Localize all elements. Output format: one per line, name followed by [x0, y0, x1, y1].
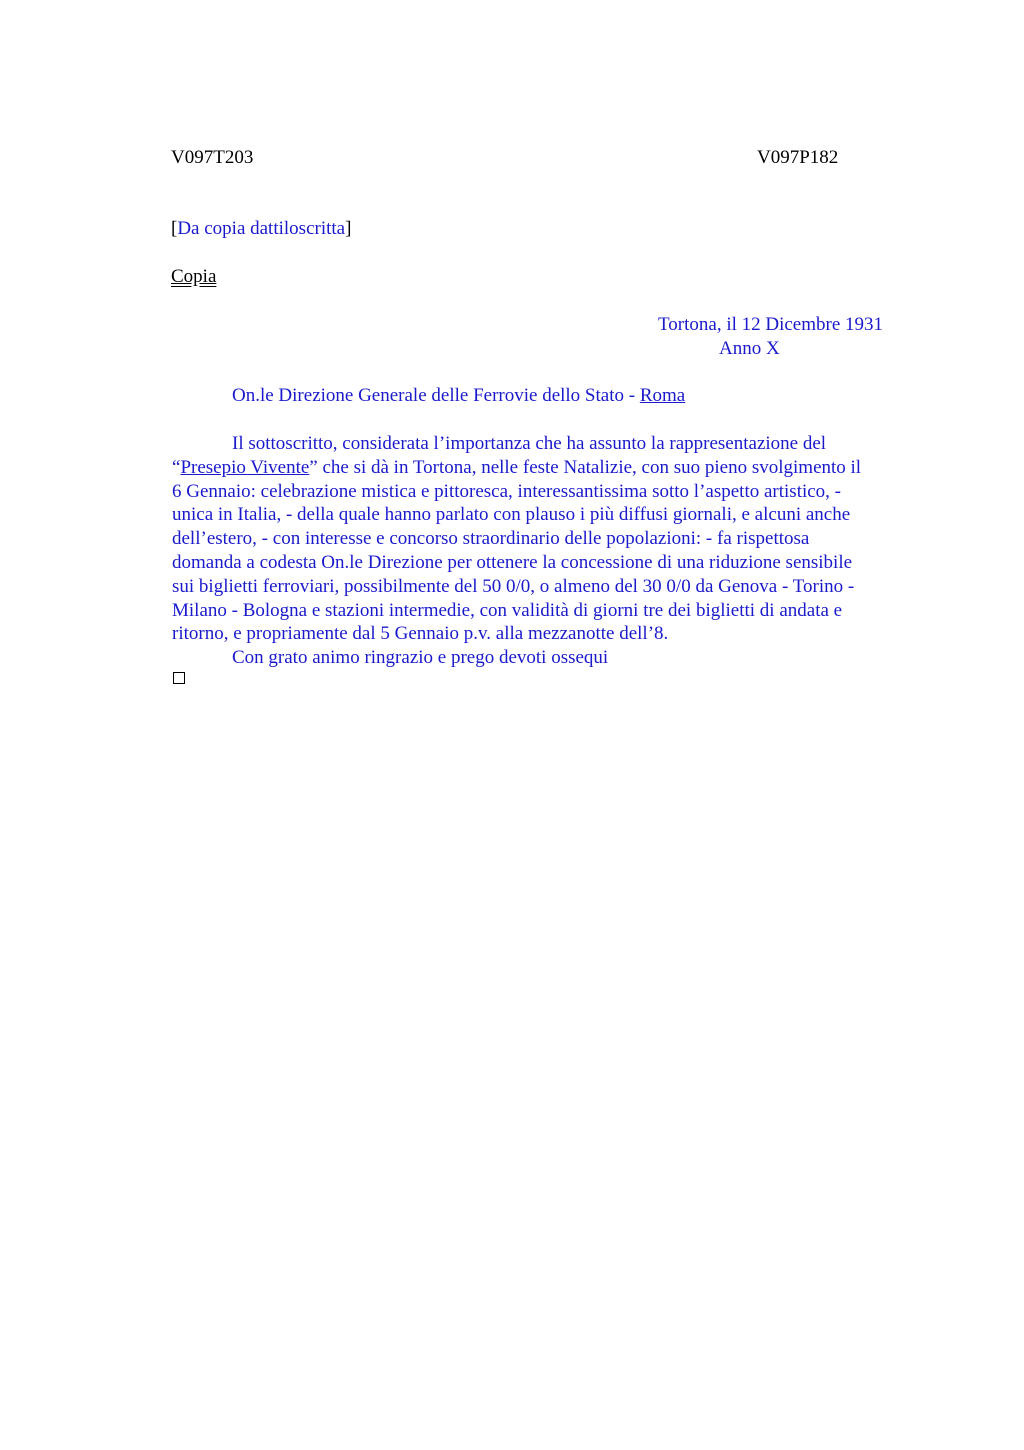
letter-body: [172, 432, 932, 670]
body-line: sui biglietti ferroviari, possibilmente del 50 0/0, o almeno del 30 0/0 da Genova - Torino -: [172, 575, 855, 597]
dateline-place-date: Tortona, il 12 Dicembre 1931: [658, 314, 884, 335]
body-line-rest: ” che si dà in Tortona, nelle feste Natalizie, con suo pieno svolgimento il: [309, 456, 862, 478]
source-note-close-bracket: ]: [345, 218, 352, 239]
body-line: [172, 456, 932, 480]
copy-label: Copia: [171, 266, 217, 287]
addressee-city: Roma: [639, 385, 686, 406]
addressee: [232, 384, 685, 408]
document-code-left: V097T203: [171, 147, 254, 168]
source-note-text: Da copia dattiloscritta: [177, 218, 346, 239]
document-code-right: V097P182: [757, 147, 839, 168]
source-note: [171, 217, 351, 241]
closing-line: Con grato animo ringrazio e prego devoti ossequi: [232, 647, 609, 669]
body-line: unica in Italia, - della quale hanno parlato con plauso i più diffusi giornali, e alcuni anche: [172, 504, 851, 526]
source-note-open-bracket: [: [171, 218, 178, 239]
body-line: 6 Gennaio: celebrazione mistica e pittoresca, interessantissima sotto l’aspetto artistico, -: [172, 480, 842, 502]
addressee-text: On.le Direzione Generale delle Ferrovie dello Stato -: [232, 385, 640, 406]
dateline-year-era: Anno X: [719, 338, 780, 359]
open-quote: “: [172, 456, 181, 478]
body-line: Il sottoscritto, considerata l’importanza che ha assunto la rappresentazione del: [232, 433, 827, 454]
event-title: Presepio Vivente: [180, 456, 310, 478]
body-line: dell’estero, - con interesse e concorso straordinario delle popolazioni: - fa rispettosa: [172, 528, 810, 550]
body-line: domanda a codesta On.le Direzione per ottenere la concessione di una riduzione sensibile: [172, 551, 853, 573]
body-line: Milano - Bologna e stazioni intermedie, con validità di giorni tre dei biglietti di andata e: [172, 599, 843, 621]
body-line: ritorno, e propriamente dal 5 Gennaio p.v. alla mezzanotte dell’8.: [172, 623, 669, 645]
empty-square-icon: [173, 672, 185, 684]
